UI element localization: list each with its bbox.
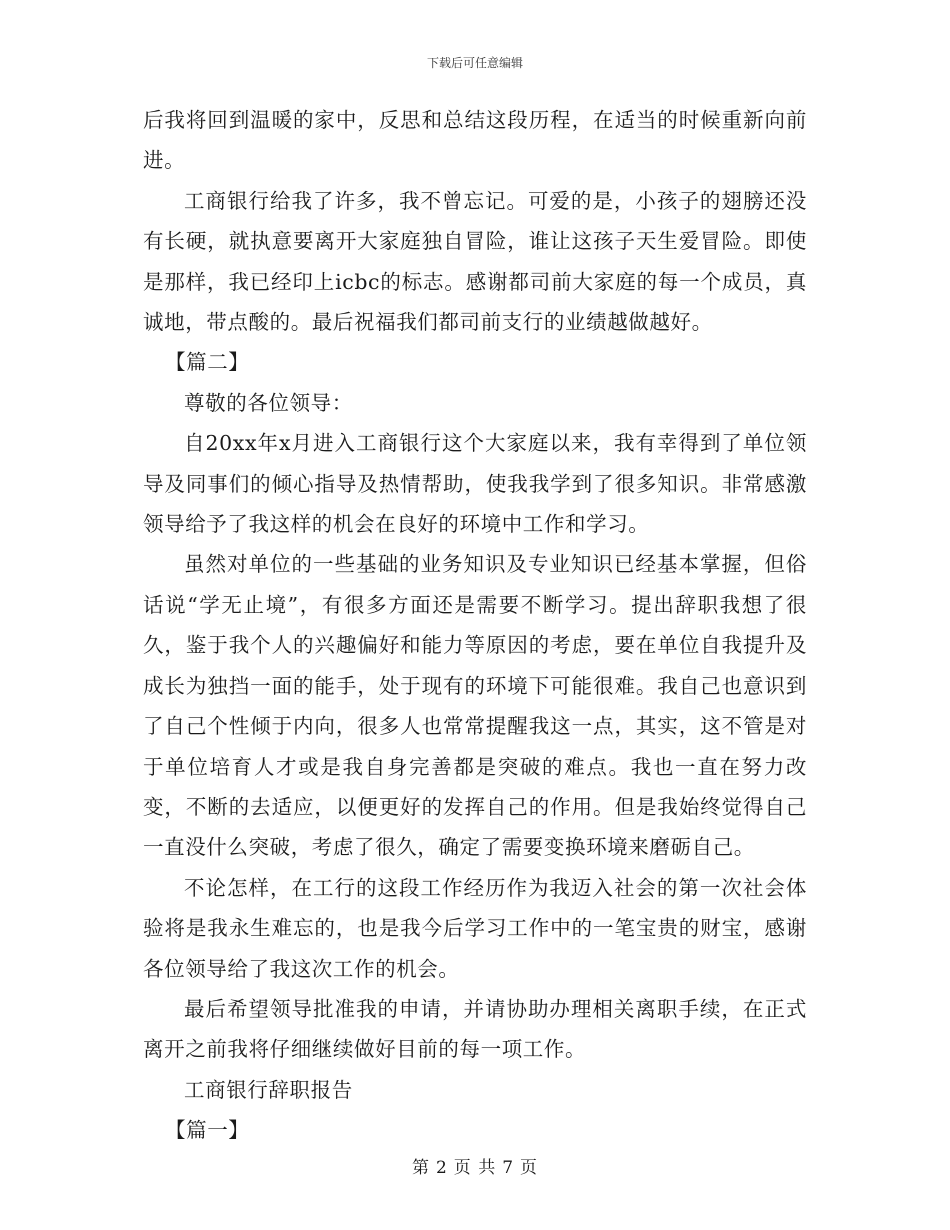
paragraph-intro: 自20xx年x月进入工商银行这个大家庭以来，我有幸得到了单位领导及同事们的倾心指导及热情帮助，使我我学到了很多知识。非常感激领导给予了我这样的机会在良好的环境中工作和学习。 bbox=[143, 431, 807, 537]
page-header: 下载后可任意编辑 bbox=[426, 56, 523, 70]
paragraph-request: 最后希望领导批准我的申请，并请协助办理相关离职手续，在正式离开之前我将仔细继续做好目前的每一项工作。 bbox=[143, 996, 807, 1062]
footer-total-pages: 7 bbox=[502, 1158, 515, 1178]
footer-suffix: 页 bbox=[520, 1158, 539, 1178]
paragraph-experience: 不论怎样，在工行的这段工作经历作为我迈入社会的第一次社会体验将是我永生难忘的，也是我今后学习工作中的一笔宝贵的财宝，感谢各位领导给了我这次工作的机会。 bbox=[143, 875, 807, 981]
document-body bbox=[143, 100, 807, 1151]
footer-prefix: 第 bbox=[411, 1158, 430, 1178]
section-heading-part-one: 【篇一】 bbox=[165, 1118, 250, 1143]
document-subtitle: 工商银行辞职报告 bbox=[184, 1077, 353, 1102]
section-heading-part-two: 【篇二】 bbox=[165, 350, 250, 375]
paragraph-reason: 虽然对单位的一些基础的业务知识及专业知识已经基本掌握，但俗话说“学无止境”，有很多方面还是需要不断学习。提出辞职我想了很久，鉴于我个人的兴趣偏好和能力等原因的考虑，要在单位自我提升及成长为独挡一面的能手，处于现有的环境下可能很难。我自己也意识到了自己个性倾于内向，很多人也常常提醒我这一点，其实，这不管是对于单位培育人才或是我自身完善都是突破的难点。我也一直在努力改变，不断的去适应，以便更好的发挥自己的作用。但是我始终觉得自己一直没什么突破，考虑了很久，确定了需要变换环境来磨砺自己。 bbox=[143, 552, 807, 860]
page-footer bbox=[0, 1153, 950, 1178]
footer-middle: 页 共 bbox=[453, 1158, 497, 1178]
salutation: 尊敬的各位领导： bbox=[184, 390, 353, 415]
paragraph-continuation: 后我将回到温暖的家中，反思和总结这段历程，在适当的时候重新向前进。 bbox=[143, 108, 807, 173]
footer-current-page: 2 bbox=[435, 1158, 448, 1178]
paragraph-thanks: 工商银行给我了许多，我不曾忘记。可爱的是，小孩子的翅膀还没有长硬，就执意要离开大家庭独自冒险，谁让这孩子天生爱冒险。即使是那样，我已经印上icbc的标志。感谢都司前大家庭的每一个成员，真诚地，带点酸的。最后祝福我们都司前支行的业绩越做越好。 bbox=[143, 188, 807, 335]
